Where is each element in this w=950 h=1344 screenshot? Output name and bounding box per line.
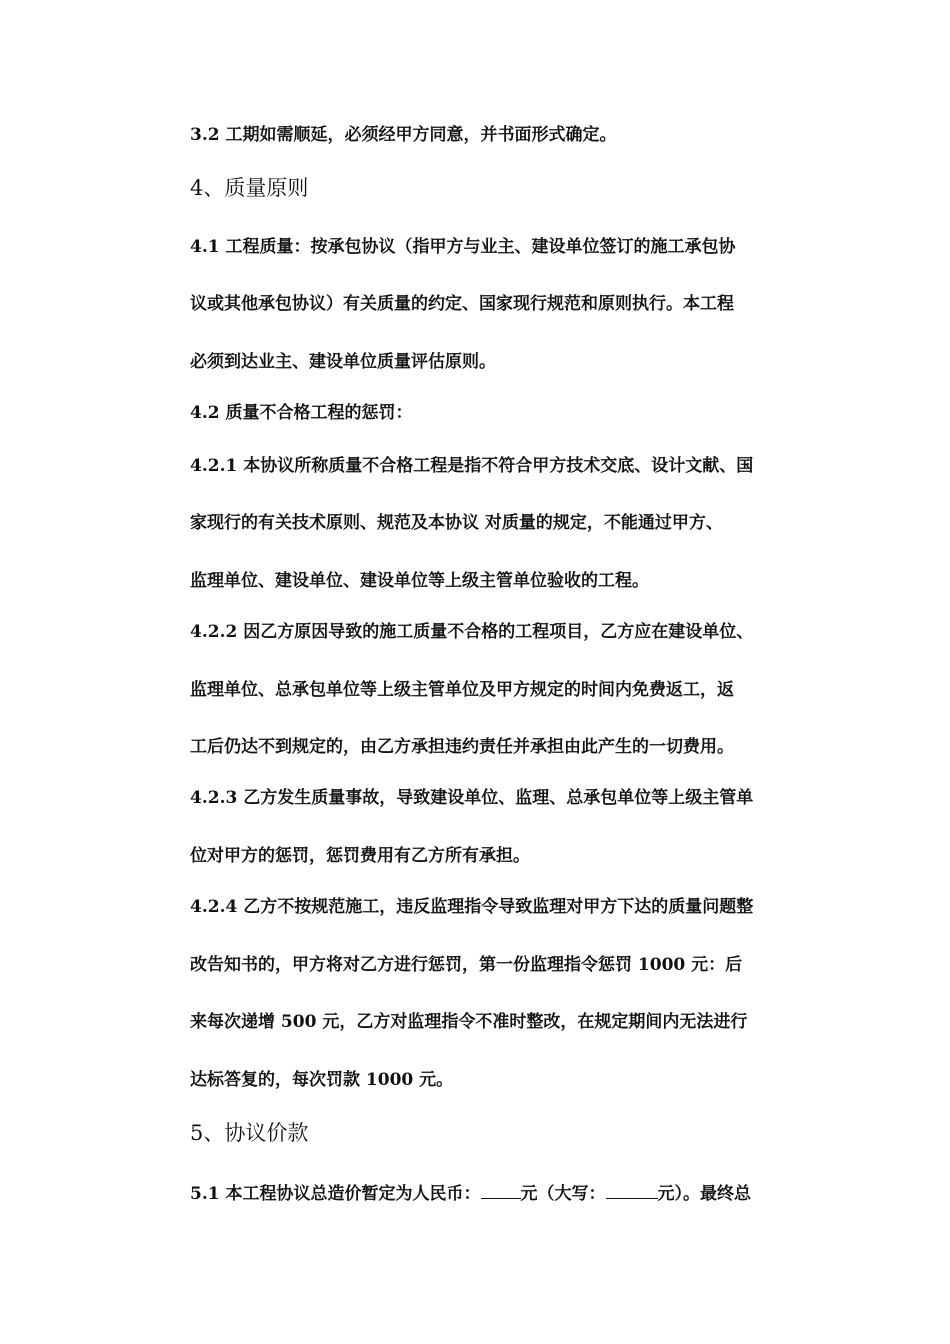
clause-4-2-2-line-2: 监理单位、总承包单位等上级主管单位及甲方规定的时间内免费返工，返 [190, 680, 734, 700]
clause-5-1-text-c: 元）。最终总 [657, 1184, 751, 1204]
clause-4-1-line-1: 4.1 工程质量：按承包协议（指甲方与业主、建设单位签订的施工承包协 [190, 237, 736, 257]
section-heading-price: 5、协议价款 [190, 1121, 309, 1145]
clause-5-1-line-1 [190, 1180, 810, 1206]
clause-4-2: 4.2 质量不合格工程的惩罚： [190, 403, 413, 423]
clause-5-1-text-a: 5.1 本工程协议总造价暂定为人民币： [190, 1184, 481, 1204]
amount-blank [481, 1180, 521, 1199]
clause-4-1-line-2: 议或其他承包协议）有关质量的约定、国家现行规范和原则执行。本工程 [190, 294, 734, 314]
clause-4-2-3-line-2: 位对甲方的惩罚，惩罚费用有乙方所有承担。 [190, 846, 530, 866]
section-heading-quality: 4、质量原则 [190, 176, 309, 200]
clause-4-2-1-line-2: 家现行的有关技术原则、规范及本协议 对质量的规定，不能通过甲方、 [190, 513, 723, 533]
clause-4-2-1-line-1: 4.2.1 本协议所称质量不合格工程是指不符合甲方技术交底、设计文献、国 [190, 456, 754, 476]
clause-4-2-2-line-1: 4.2.2 因乙方原因导致的施工质量不合格的工程项目，乙方应在建设单位、 [190, 622, 754, 642]
clause-5-1-text-b: 元（大写： [520, 1184, 606, 1204]
clause-4-2-4-line-3: 来每次递增 500 元，乙方对监理指令不准时整改，在规定期间内无法进行 [190, 1012, 748, 1032]
clause-4-2-4-line-1: 4.2.4 乙方不按规范施工，违反监理指令导致监理对甲方下达的质量问题整 [190, 897, 754, 917]
clause-4-2-2-line-3: 工后仍达不到规定的，由乙方承担违约责任并承担由此产生的一切费用。 [190, 737, 734, 757]
clause-4-2-4-line-4: 达标答复的，每次罚款 1000 元。 [190, 1070, 454, 1090]
clause-3-2: 3.2 工期如需顺延，必须经甲方同意，并书面形式确定。 [190, 125, 617, 145]
clause-4-2-3-line-1: 4.2.3 乙方发生质量事故，导致建设单位、监理、总承包单位等上级主管单 [190, 788, 754, 808]
clause-4-2-4-line-2: 改告知书的，甲方将对乙方进行惩罚，第一份监理指令惩罚 1000 元：后 [190, 955, 743, 975]
clause-4-2-1-line-3: 监理单位、建设单位、建设单位等上级主管单位验收的工程。 [190, 571, 649, 591]
clause-4-1-line-3: 必须到达业主、建设单位质量评估原则。 [190, 352, 496, 372]
amount-words-blank [606, 1180, 658, 1199]
